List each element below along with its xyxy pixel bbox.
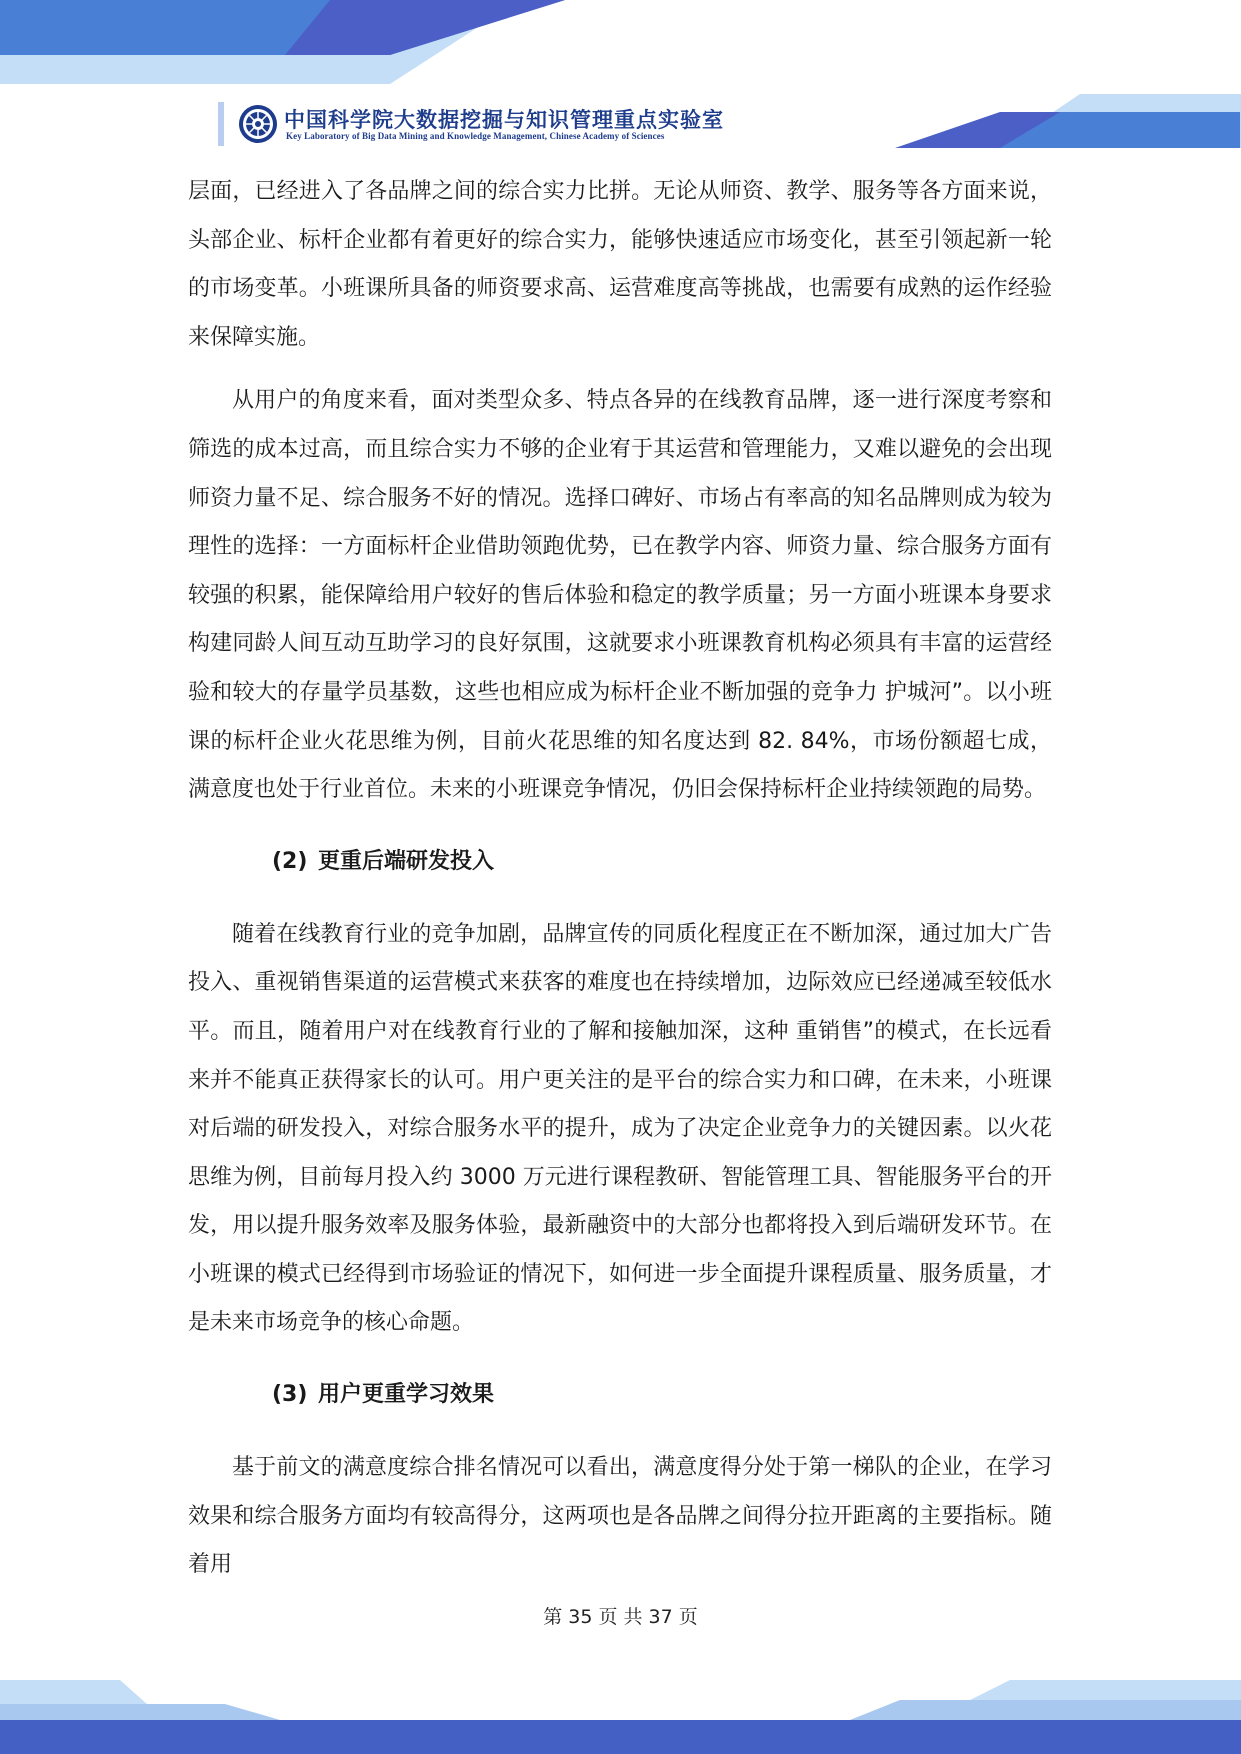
bottom-bar [0, 1720, 1241, 1754]
header-accent-bar [218, 102, 224, 146]
section-title: 更重后端研发投入 [318, 848, 495, 874]
section-heading-3 [188, 1371, 1052, 1419]
paragraph-1: 层面，已经进入了各品牌之间的综合实力比拼。无论从师资、教学、服务等各方面来说，头部企业、标杆企业都有着更好的综合实力，能够快速适应市场变化，甚至引领起新一轮的市场变革。小班课所具备的师资要求高、运营难度高等挑战，也需要有成熟的运作经验来保障实施。 [188, 179, 1052, 350]
lab-name-en: Key Laboratory of Big Data Mining and Knowledge Management, Chinese Academy of Sciences [286, 131, 665, 141]
section-number: (3) [272, 1382, 308, 1408]
cas-emblem-icon [238, 104, 278, 144]
bottom-left-mid-band [0, 1704, 280, 1720]
section-heading-2 [188, 838, 1052, 886]
bottom-right-mid-band [850, 1700, 1241, 1720]
section-title: 用户更重学习效果 [318, 1382, 495, 1408]
section-number: (2) [272, 848, 308, 874]
paragraph-3: 随着在线教育行业的竞争加剧，品牌宣传的同质化程度正在不断加深，通过加大广告投入、重视销售渠道的运营模式来获客的难度也在持续增加，边际效应已经递减至较低水平。而且，随着用户对在线教育行业的了解和接触加深，这种 重销售”的模式，在长远看来并不能真正获得家长的认可。用户更关注的是平台的综合实力和口碑，在未来，小班课对后端的研发投入，对综合服务水平的提升，成为了决定企业竞争力的关键因素。以火花思维为例，目前每月投入约 3000 万元进行课程教研、智能管理工具、智能服务平台的开发，用以提升服务效率及服务体验，最新融资中的大部分也都将投入到后端研发环节。在小班课的模式已经得到市场验证的情况下，如何进一步全面提升课程质量、服务质量，才是未来市场竞争的核心命题。 [188, 921, 1052, 1336]
lab-name-cn: 中国科学院大数据挖掘与知识管理重点实验室 [284, 107, 724, 132]
document-body [188, 168, 1052, 1590]
page-number: 第 35 页 共 37 页 [543, 1606, 698, 1628]
paragraph-2: 从用户的角度来看，面对类型众多、特点各异的在线教育品牌，逐一进行深度考察和筛选的成本过高，而且综合实力不够的企业宥于其运营和管理能力，又难以避免的会出现师资力量不足、综合服务不好的情况。选择口碑好、市场占有率高的知名品牌则成为较为理性的选择：一方面标杆企业借助领跑优势，已在教学内容、师资力量、综合服务方面有较强的积累，能保障给用户较好的售后体验和稳定的教学质量；另一方面小班课本身要求构建同龄人间互动互助学习的良好氛围，这就要求小班课教育机构必须具有丰富的运营经验和较大的存量学员基数，这些也相应成为标杆企业不断加强的竞争力 护城河”。以小班课的标杆企业火花思维为例，目前火花思维的知名度达到 82. 84%，市场份额超七成，满意度也处于行业首位。未来的小班课竞争情况，仍旧会保持标杆企业持续领跑的局势。 [188, 388, 1052, 803]
paragraph-4: 基于前文的满意度综合排名情况可以看出，满意度得分处于第一梯队的企业，在学习效果和综合服务方面均有较高得分，这两项也是各品牌之间得分拉开距离的主要指标。随着用 [188, 1455, 1052, 1578]
